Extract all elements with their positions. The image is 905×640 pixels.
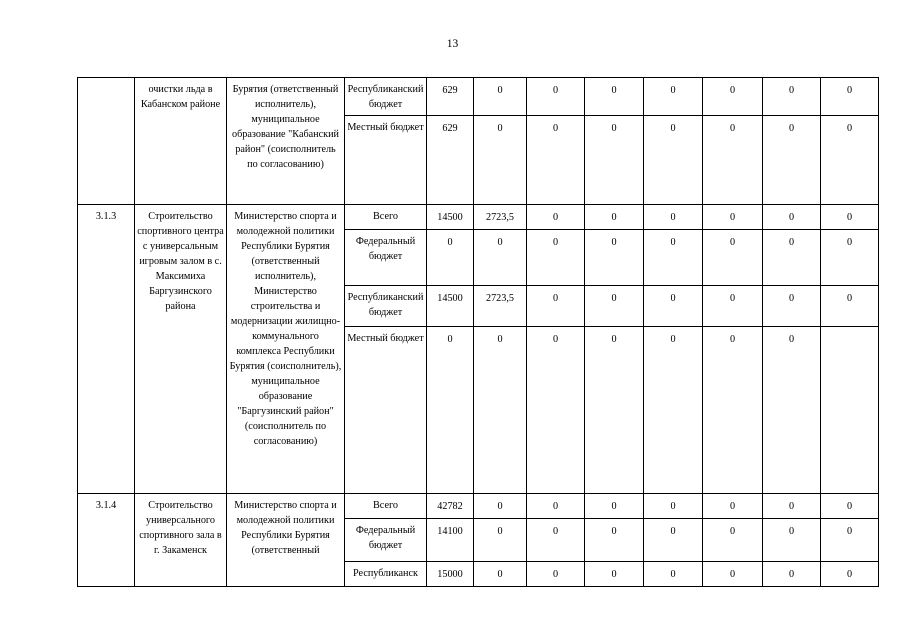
amount-cell: 0	[763, 519, 821, 562]
funding-source: Всего	[345, 205, 427, 230]
table-row	[78, 205, 879, 230]
amount-cell: 0	[821, 230, 879, 286]
row-name: Строительство спортивного центра с универсальным игровым залом в с. Максимиха Баргузинского района	[135, 205, 227, 494]
amount-cell: 0	[821, 286, 879, 327]
table-body	[78, 78, 879, 587]
amount-cell: 0	[527, 230, 585, 286]
amount-cell: 0	[644, 286, 703, 327]
amount-cell: 0	[763, 562, 821, 587]
amount-cell: 0	[763, 494, 821, 519]
amount-cell: 0	[703, 205, 763, 230]
amount-cell: 0	[427, 327, 474, 494]
amount-cell: 2723,5	[474, 286, 527, 327]
amount-cell: 0	[644, 562, 703, 587]
amount-cell: 0	[585, 494, 644, 519]
amount-cell: 0	[644, 78, 703, 116]
amount-cell: 2723,5	[474, 205, 527, 230]
page-number: 13	[446, 38, 459, 50]
amount-cell: 0	[703, 116, 763, 205]
table-row	[78, 494, 879, 519]
amount-cell: 0	[474, 494, 527, 519]
amount-cell: 0	[527, 116, 585, 205]
amount-cell: 0	[527, 494, 585, 519]
amount-cell: 0	[821, 562, 879, 587]
amount-cell: 0	[644, 519, 703, 562]
amount-cell: 0	[527, 562, 585, 587]
amount-cell: 0	[644, 205, 703, 230]
amount-cell: 0	[703, 230, 763, 286]
amount-cell: 629	[427, 78, 474, 116]
funding-source: Местный бюджет	[345, 327, 427, 494]
table-row	[78, 78, 879, 116]
amount-cell: 0	[703, 494, 763, 519]
amount-cell: 0	[527, 78, 585, 116]
amount-cell: 0	[763, 78, 821, 116]
amount-cell: 0	[585, 286, 644, 327]
funding-source: Республиканск	[345, 562, 427, 587]
amount-cell: 0	[821, 116, 879, 205]
amount-cell: 0	[585, 562, 644, 587]
amount-cell: 0	[644, 116, 703, 205]
amount-cell: 0	[427, 230, 474, 286]
funding-source: Республиканский бюджет	[345, 286, 427, 327]
row-code: 3.1.3	[78, 205, 135, 494]
program-table	[77, 77, 879, 587]
row-executor: Бурятия (ответственный исполнитель), муниципальное образование "Кабанский район" (соисполнитель по согласованию)	[227, 78, 345, 205]
amount-cell: 0	[585, 327, 644, 494]
funding-source: Местный бюджет	[345, 116, 427, 205]
amount-cell: 0	[644, 230, 703, 286]
amount-cell: 0	[703, 286, 763, 327]
amount-cell: 0	[527, 519, 585, 562]
row-executor: Министерство спорта и молодежной политики Республики Бурятия (ответственный	[227, 494, 345, 587]
row-code	[78, 78, 135, 205]
row-name: очистки льда в Кабанском районе	[135, 78, 227, 205]
amount-cell: 0	[763, 205, 821, 230]
amount-cell: 0	[703, 327, 763, 494]
amount-cell: 0	[763, 327, 821, 494]
amount-cell: 0	[474, 519, 527, 562]
amount-cell: 0	[527, 286, 585, 327]
amount-cell: 0	[585, 205, 644, 230]
funding-source: Всего	[345, 494, 427, 519]
amount-cell: 0	[474, 78, 527, 116]
amount-cell: 0	[585, 519, 644, 562]
amount-cell: 0	[474, 327, 527, 494]
amount-cell	[821, 327, 879, 494]
amount-cell: 14500	[427, 286, 474, 327]
funding-source: Республиканский бюджет	[345, 78, 427, 116]
amount-cell: 629	[427, 116, 474, 205]
amount-cell: 0	[644, 494, 703, 519]
amount-cell: 0	[763, 230, 821, 286]
funding-source: Федеральный бюджет	[345, 230, 427, 286]
row-code: 3.1.4	[78, 494, 135, 587]
amount-cell: 0	[474, 562, 527, 587]
amount-cell: 0	[703, 562, 763, 587]
amount-cell: 14100	[427, 519, 474, 562]
amount-cell: 0	[527, 327, 585, 494]
amount-cell: 0	[821, 78, 879, 116]
amount-cell: 0	[821, 519, 879, 562]
row-executor: Министерство спорта и молодежной политики Республики Бурятия (ответственный исполнитель), Министерство строительства и модернизации жилищно-коммунального комплекса Республики Бурятия (соисполнитель), муниципальное образование "Баргузинский район" (соисполнитель по согласованию)	[227, 205, 345, 494]
amount-cell: 0	[703, 519, 763, 562]
amount-cell: 0	[821, 494, 879, 519]
amount-cell: 0	[585, 78, 644, 116]
amount-cell: 0	[527, 205, 585, 230]
amount-cell: 15000	[427, 562, 474, 587]
amount-cell: 0	[474, 230, 527, 286]
amount-cell: 0	[644, 327, 703, 494]
amount-cell: 0	[703, 78, 763, 116]
funding-source: Федеральный бюджет	[345, 519, 427, 562]
amount-cell: 42782	[427, 494, 474, 519]
amount-cell: 0	[821, 205, 879, 230]
amount-cell: 0	[763, 116, 821, 205]
amount-cell: 0	[585, 230, 644, 286]
amount-cell: 0	[763, 286, 821, 327]
row-name: Строительство универсального спортивного зала в г. Закаменск	[135, 494, 227, 587]
amount-cell: 0	[585, 116, 644, 205]
amount-cell: 14500	[427, 205, 474, 230]
amount-cell: 0	[474, 116, 527, 205]
